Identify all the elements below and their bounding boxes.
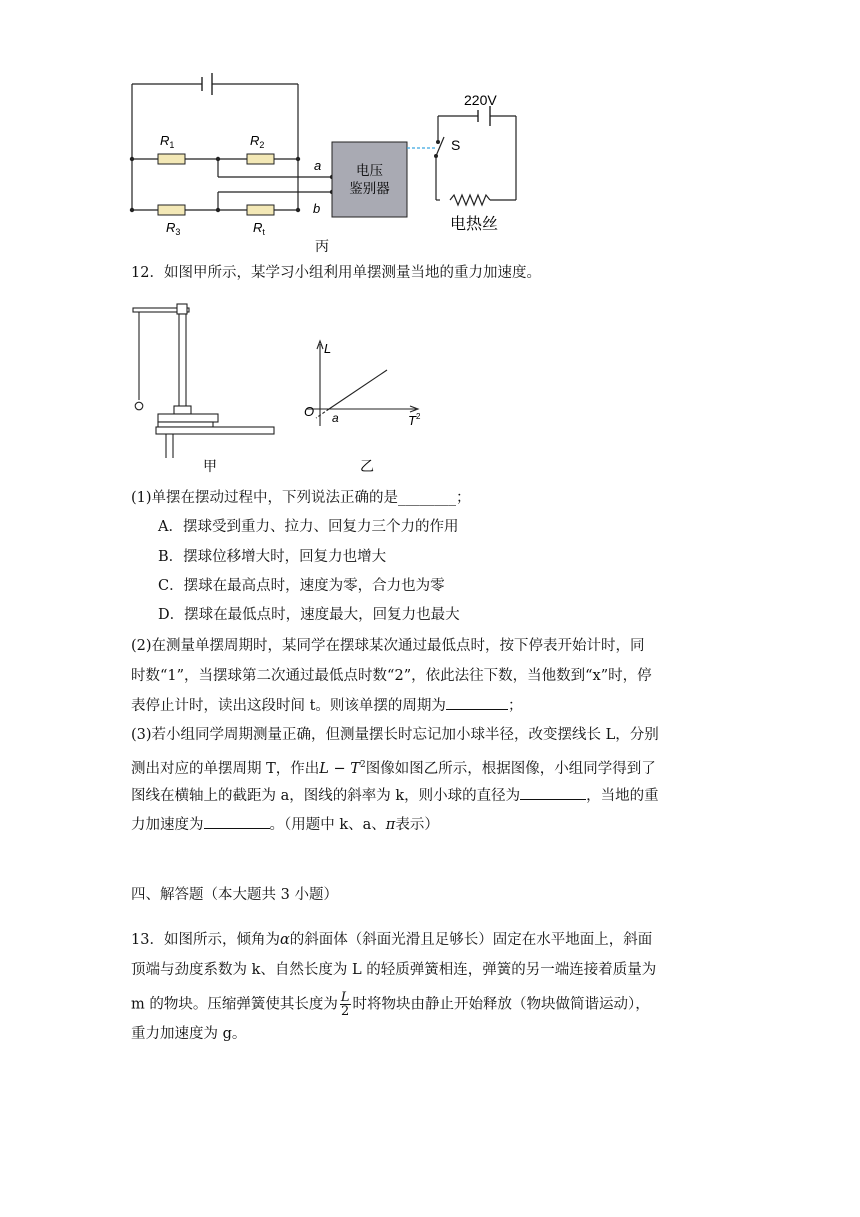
node-b: b — [313, 201, 321, 216]
q12-part2-line2: 时数“1”，当摆球第二次通过最低点时数“2”，依此法往下数，当他数到“x”时，停 — [131, 668, 652, 684]
option-c: C．摆球在最高点时，速度为零，合力也为零 — [158, 578, 445, 594]
node-a: a — [314, 158, 322, 173]
section-4-heading: 四、解答题（本大题共 3 小题） — [131, 887, 338, 903]
q13-line4: 重力加速度为 g。 — [131, 1026, 247, 1042]
q12-part1: (1)单摆在摆动过程中，下列说法正确的是________； — [131, 490, 471, 506]
fig-jia-caption: 甲 — [203, 458, 217, 474]
label-r3: $R_3$ — [166, 220, 181, 237]
circuit-caption: 丙 — [315, 238, 329, 254]
q12-part3-line3: 图线在横轴上的截距为 a，图线的斜率为 k，则小球的直径为 ，当地的重 — [131, 785, 659, 806]
box-label-2: 鉴别器 — [349, 181, 390, 196]
box-label-1: 电压 — [356, 163, 383, 178]
option-b: B．摆球位移增大时，回复力也增大 — [158, 549, 387, 565]
circuit-diagram — [120, 66, 530, 258]
fraction-l-over-2: $\frac{L}{2}$ — [340, 990, 350, 1019]
q12-part2-line1: (2)在测量单摆周期时，某同学在摆球某次通过最低点时，按下停表开始计时，同 — [131, 638, 645, 654]
q13-line1: 13．如图所示，倾角为α的斜面体（斜面光滑且足够长）固定在水平地面上，斜面 — [131, 932, 653, 948]
resistor-rt — [247, 205, 274, 215]
graph-x-label: $T^2$ — [408, 412, 421, 428]
fig-yi-caption: 乙 — [360, 458, 374, 474]
q12-part3-line1: (3)若小组同学周期测量正确，但测量摆长时忘记加小球半径，改变摆线长 L，分别 — [131, 727, 659, 743]
answer-blank-gravity — [204, 814, 270, 829]
label-r2: $R_2$ — [250, 133, 265, 150]
heater-label: 电热丝 — [450, 216, 499, 233]
formula-l-t2: $L - T^2$ — [319, 760, 366, 777]
resistor-r3 — [158, 205, 185, 215]
voltage-discriminator-box — [332, 142, 407, 217]
label-r1: $R_1$ — [160, 133, 175, 150]
q12-stem: 12．如图甲所示，某学习小组利用单摆测量当地的重力加速度。 — [131, 265, 541, 281]
graph-y-label: L — [324, 341, 332, 356]
pendulum-figure — [128, 300, 278, 476]
option-d: D．摆球在最低点时，速度最大，回复力也最大 — [158, 607, 460, 623]
switch-label: S — [451, 137, 461, 153]
resistor-r2 — [247, 154, 274, 164]
q12-part2-line3: 表停止计时，读出这段时间 t。则该单摆的周期为 ； — [131, 695, 522, 716]
q13-line2: 顶端与劲度系数为 k、自然长度为 L 的轻质弹簧相连，弹簧的另一端连接着质量为 — [131, 962, 657, 978]
resistor-r1 — [158, 154, 185, 164]
answer-blank-period — [446, 695, 508, 710]
graph-origin: O — [304, 404, 315, 419]
q12-part3-line2: 测出对应的单摆周期 T，作出$L - T^2$图像如图乙所示，根据图像，小组同学得到了 — [131, 760, 656, 777]
option-a: A．摆球受到重力、拉力、回复力三个力的作用 — [158, 519, 459, 535]
voltage-label: 220V — [464, 92, 497, 108]
graph-intercept-a: a — [332, 411, 339, 425]
q13-line3: m 的物块。压缩弹簧使其长度为 $\frac{L}{2}$ 时将物块由静止开始释放（物块做简谐运动）， — [131, 990, 650, 1019]
answer-blank-diameter — [520, 785, 586, 800]
l-t2-graph — [296, 338, 436, 478]
q12-part3-line4: 力加速度为 。（用题中 k、a、π表示） — [131, 814, 439, 835]
label-rt: $R_t$ — [253, 220, 265, 237]
